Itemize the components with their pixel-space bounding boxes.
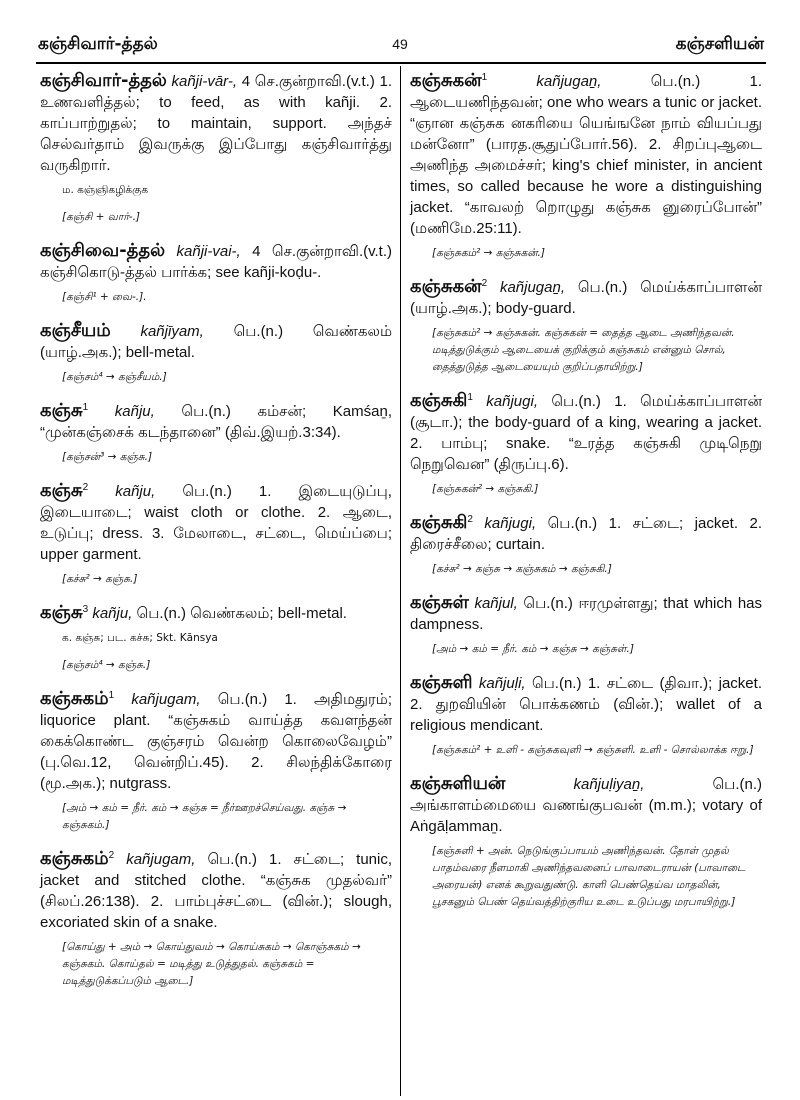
etymology-note: [கஞ்சுகம்² → கஞ்சுகன். கஞ்சுகன் = தைத்த ஆடை அணிந்தவன். மடித்துடுக்கும் ஆடையைக் குறிக்கும் கஞ்சுகம் என்னும் சொல், தைத்துடுத்த ஆடையையும் குறிப்பதாயிற்று.] <box>432 327 735 373</box>
left-guide-word: கஞ்சிவார்-த்தல் <box>38 34 158 54</box>
column-divider <box>400 66 401 1096</box>
entry-headword: கஞ்சிவை-த்தல் <box>40 240 166 261</box>
entry-definition: பெ.(n.) 1. சட்டை; tunic, jacket and stitched clothe. “கஞ்சுக முதல்வர்” (சிலப்.26:138). 2. பாம்புச்சட்டை (வின்.); slough, excoriated skin of a snake. <box>40 851 392 931</box>
entry-headword: கஞ்சுகம் <box>40 688 109 709</box>
etymology-note: [கஞ்சுகம்² + உளி - கஞ்சுகவுளி → கஞ்சுளி. உளி - சொல்லாக்க ஈறு.] <box>432 744 754 756</box>
entry-definition: பெ.(n.) 1. மெய்க்காப்பாளன் (சூடா.); the body-guard of a king, wearing a jacket. 2. பாம்பு; snake. “உரத்த கஞ்சுகி முடிநெறு நெறுவென” (திருப்பு.6). <box>410 393 762 473</box>
etymology-note: [அம் → கம் = நீர். கம் → கஞ்சு = நீர்ஊறச்செய்வது. கஞ்சு → கஞ்சுகம்.] <box>62 802 347 831</box>
dictionary-entry <box>410 70 762 239</box>
transliteration: kañjugi, <box>486 393 538 410</box>
entry-definition: 4 செ.குன்றாவி.(v.t.) 1. உணவளித்தல்; to feed, as with kañji. 2. காப்பாற்றுதல்; to maintain, support. அந்தச் செல்வர்தாம் இவருக்கு இப்போது கஞ்சிவார்த்து வருகிறார். <box>40 73 392 174</box>
entry-definition: பெ.(n.) 1. சட்டை (திவா.); jacket. 2. துறவியின் பொக்கணம் (வின்.); wallet of a religious mendicant. <box>410 675 762 734</box>
homonym-number: 1 <box>108 690 115 701</box>
cognate-note: ம. கஞ்ஞிகழிக்குக <box>62 184 149 196</box>
dictionary-entry <box>410 773 762 837</box>
etymology-note: [கொய்து + அம் → கொய்துவம் → கொய்சுகம் → கொஞ்சுகம் → கஞ்சுகம். கொய்தல் = மடித்து உடுத்துதல். கஞ்சுகம் = மடித்துடுக்கப்படும் ஆடை.] <box>62 941 361 987</box>
entry-headword: கஞ்சுகி <box>410 512 468 533</box>
entry-headword: கஞ்சு <box>40 480 83 501</box>
transliteration: kañjuḷi, <box>478 675 526 692</box>
entry-headword: கஞ்சுகி <box>410 390 468 411</box>
cognate-note: க. கஞ்சு; பட. கச்சு; Skt. Kānsya <box>62 632 218 644</box>
homonym-number: 3 <box>82 604 89 615</box>
dictionary-entry <box>40 400 392 443</box>
dictionary-entry <box>40 240 392 283</box>
etymology-note: [கச்சு² → கஞ்சு.] <box>62 573 138 585</box>
right-guide-word: கஞ்சளியன் <box>675 34 764 54</box>
homonym-number: 2 <box>467 514 473 525</box>
entry-headword: கஞ்சுகன் <box>410 70 482 91</box>
entry-definition: பெ.(n.) வெண்கலம்; bell-metal. <box>136 605 347 622</box>
homonym-number: 2 <box>82 482 89 493</box>
page-number: 49 <box>392 36 408 52</box>
entry-headword: கஞ்சுளியன் <box>410 773 506 794</box>
etymology-note: [அம் → கம் = நீர். கம் → கஞ்சு → கஞ்சுள்.] <box>432 643 634 655</box>
right-column <box>410 70 762 925</box>
dictionary-entry <box>40 480 392 565</box>
transliteration: kañju, <box>114 403 155 420</box>
transliteration: kañjīyam, <box>140 323 204 340</box>
dictionary-entry <box>410 512 762 555</box>
etymology-note: [கச்சு² → கஞ்சு → கஞ்சுகம் → கஞ்சுகி.] <box>432 563 612 575</box>
transliteration: kañjugaṉ, <box>499 279 565 296</box>
transliteration: kañjugaṉ, <box>536 73 602 90</box>
transliteration: kañjugam, <box>126 851 196 868</box>
entry-definition: பெ.(n.) 1. அதிமதுரம்; liquorice plant. “கஞ்சுகம் வாய்த்த கவளந்தன் கைக்கொண்ட குஞ்சரம் வென்ற கொலைவேழம்” (பு.வெ.12, வென்றிப்.45). 2. சிலந்திக்கோரை (மூ.அக.); nutgrass. <box>40 691 393 792</box>
etymology-note: [கஞ்சுளி + அன். நெடுங்குப்பாயம் அணிந்தவன். தோள் முதல் பாதம்வரை நீளமாகி அணிந்தவனைப் பாவாடைராயன் (பாவாடை அரையன்) எனக் கூறுவதுண்டு. காளி பெண்தெய்வ மாதலின், பூசகனும் பெண் தெய்வத்திற்குரிய உடை உடுப்பது மரபாயிற்று.] <box>432 845 746 908</box>
transliteration: kañjul, <box>474 595 518 612</box>
etymology-note: [கஞ்சி¹ + வை-.]. <box>62 291 147 303</box>
left-column <box>40 70 392 1004</box>
entry-headword: கஞ்சுளி <box>410 672 473 693</box>
entry-headword: கஞ்சீயம் <box>40 320 111 341</box>
entry-definition: பெ.(n.) ஈரமுள்ளது; that which has dampness. <box>410 595 763 633</box>
dictionary-entry <box>410 672 762 736</box>
homonym-number: 2 <box>481 278 488 289</box>
entry-headword: கஞ்சுகம் <box>40 848 109 869</box>
homonym-number: 1 <box>481 72 488 83</box>
dictionary-entry <box>40 848 392 933</box>
entry-definition: பெ.(n.) வெண்கலம் (யாழ்.அக.); bell-metal. <box>40 323 393 361</box>
transliteration: kañji-vai-, <box>176 243 241 260</box>
entry-definition: பெ.(n.) 1. ஆடையணிந்தவன்; one who wears a tunic or jacket. “ஞான கஞ்சுக னகரியை யெங்ஙனே நாம் வியப்பது மன்னோ” (பாரத.சூதுப்போர்.56). 2. சிறப்புஆடை அணிந்த அமைச்சர்; king's chief minister, in ancient times, so called because he wore a distinguishing jacket. “காவலற் றொழுது கஞ்சுக னுரைப்போன்” (மணிமே.25:11). <box>410 73 762 237</box>
dictionary-entry <box>410 276 762 319</box>
entry-definition: 4 செ.குன்றாவி.(v.t.) கஞ்சிகொடு-த்தல் பார்க்க; see kañji-koḍu-. <box>40 243 393 281</box>
etymology-note: [கஞ்சம்⁴ → கஞ்சு.] <box>62 659 151 671</box>
dictionary-entry <box>40 602 392 624</box>
etymology-note: [கஞ்சுகம்² → கஞ்சுகன்.] <box>432 247 545 259</box>
etymology-note: [கஞ்சம்⁴ → கஞ்சீயம்.] <box>62 371 167 383</box>
page-header <box>0 0 800 62</box>
transliteration: kañji-vār-, <box>171 73 238 90</box>
transliteration: kañjuḷiyaṉ, <box>573 776 645 793</box>
entry-headword: கஞ்சு <box>40 602 83 623</box>
dictionary-entry <box>40 320 392 363</box>
transliteration: kañju, <box>92 605 133 622</box>
dictionary-entry <box>410 592 762 635</box>
homonym-number: 1 <box>467 392 473 403</box>
entry-headword: கஞ்சுகன் <box>410 276 482 297</box>
dictionary-entry <box>40 688 392 794</box>
entry-definition: பெ.(n.) கம்சன்; Kamśaṉ, “முன்கஞ்சைக் கடந்தானை” (திவ்.இயற்.3:34). <box>40 403 392 441</box>
etymology-note: [கஞ்சுகன்² → கஞ்சுகி.] <box>432 483 539 495</box>
entry-definition: பெ.(n.) 1. இடையுடுப்பு, இடையாடை; waist cloth or clothe. 2. ஆடை, உடுப்பு; dress. 3. மேலாடை, சட்டை, மெய்ப்பை; upper garment. <box>40 483 392 563</box>
transliteration: kañju, <box>115 483 156 500</box>
dictionary-entry <box>410 390 762 475</box>
entry-headword: கஞ்சுள் <box>410 592 469 613</box>
entry-definition: பெ.(n.) 1. சட்டை; jacket. 2. திரைச்சீலை; curtain. <box>410 515 763 553</box>
dictionary-entry <box>40 70 392 176</box>
homonym-number: 2 <box>108 850 115 861</box>
etymology-note: [கஞ்சன்³ → கஞ்சு.] <box>62 451 153 463</box>
homonym-number: 1 <box>82 402 89 413</box>
header-rule <box>36 62 766 64</box>
transliteration: kañjugam, <box>131 691 201 708</box>
transliteration: kañjugi, <box>484 515 537 532</box>
etymology-note: [கஞ்சி + வார்-.] <box>62 211 141 223</box>
entry-headword: கஞ்சிவார்-த்தல் <box>40 70 167 91</box>
entry-headword: கஞ்சு <box>40 400 83 421</box>
entry-definition: பெ.(n.) மெய்க்காப்பாளன் (யாழ்.அக.); body-guard. <box>410 279 762 317</box>
entry-definition: பெ.(n.) அங்காளம்மையை வணங்குபவன் (m.m.); votary of Aṅgāḷammaṉ. <box>410 776 763 835</box>
